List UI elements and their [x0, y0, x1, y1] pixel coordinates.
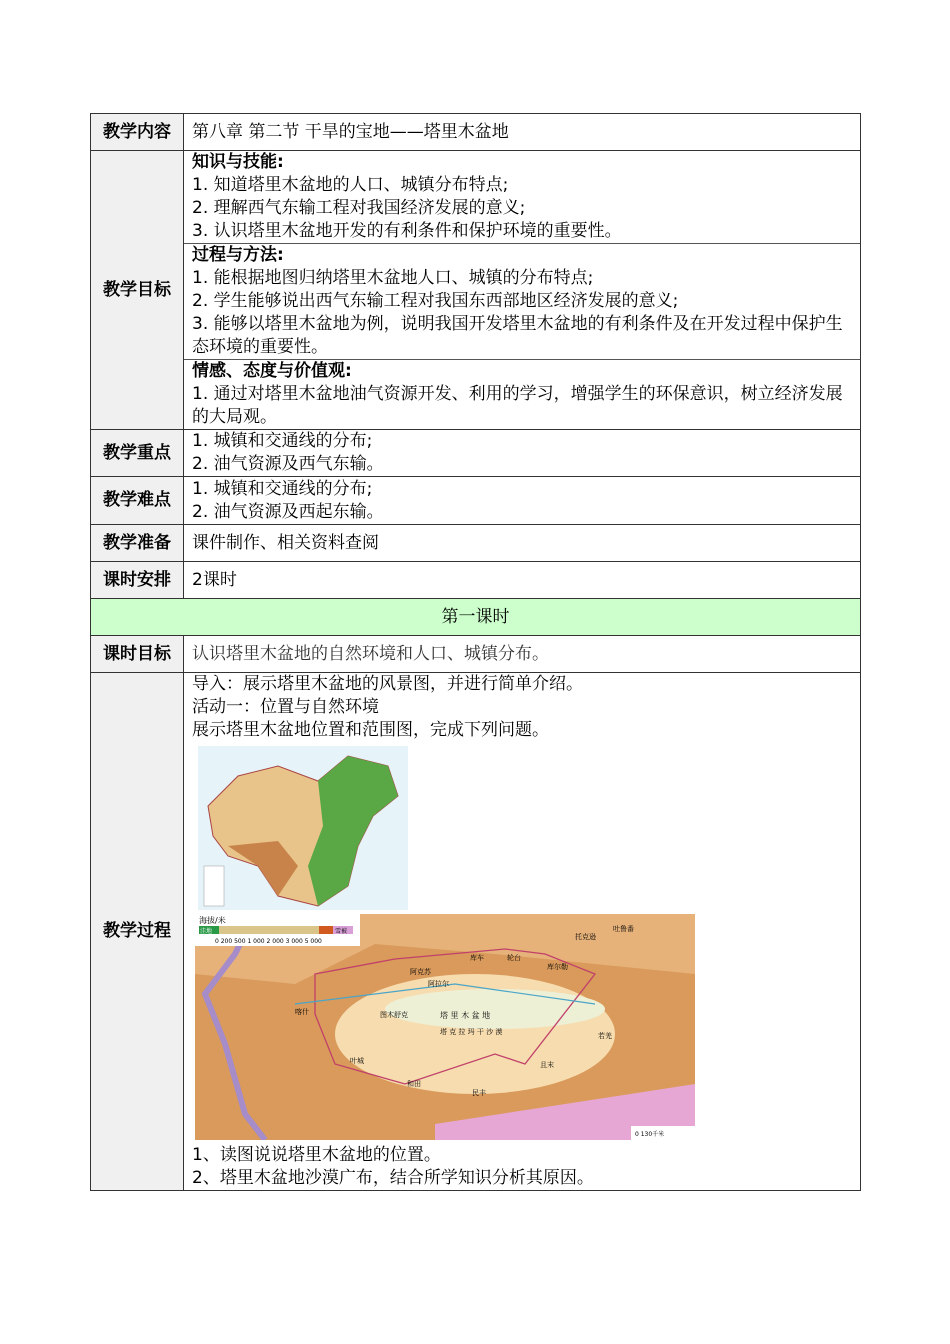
- schedule-value: 2课时: [184, 562, 861, 599]
- emotion-title: 情感、态度与价值观:: [192, 361, 352, 381]
- difficult-item: 2. 油气资源及西起东输。: [192, 501, 384, 522]
- intro-line: 展示塔里木盆地位置和范围图，完成下列问题。: [192, 720, 549, 740]
- lesson-goal-value: 认识塔里木盆地的自然环境和人口、城镇分布。: [184, 636, 861, 673]
- label-lesson-goal: 课时目标: [91, 636, 184, 673]
- china-map-image: [198, 746, 408, 910]
- process-item: 1. 能根据地图归纳塔里木盆地人口、城镇的分布特点;: [192, 268, 594, 288]
- city-label: 阿克苏: [410, 968, 431, 976]
- question: 2、塔里木盆地沙漠广布，结合所学知识分析其原因。: [192, 1168, 594, 1188]
- city-label: 库尔勒: [547, 963, 568, 971]
- knowledge-title: 知识与技能:: [192, 152, 284, 172]
- question: 1、读图说说塔里木盆地的位置。: [192, 1145, 441, 1165]
- city-label: 库车: [470, 954, 484, 962]
- city-label: 和田: [407, 1080, 421, 1088]
- process-item: 2. 学生能够说出西气东输工程对我国东西部地区经济发展的意义;: [192, 291, 679, 311]
- label-process: 教学过程: [91, 673, 184, 1191]
- process-title: 过程与方法:: [192, 245, 284, 265]
- intro-line: 导入：展示塔里木盆地的风景图，并进行简单介绍。: [192, 674, 583, 694]
- knowledge-item: 2. 理解西气东输工程对我国经济发展的意义;: [192, 198, 526, 218]
- lesson-plan-table: [90, 113, 861, 1191]
- emotion-item: 1. 通过对塔里木盆地油气资源开发、利用的学习，增强学生的环保意识，树立经济发展的大局观。: [192, 384, 843, 427]
- key-item: 1. 城镇和交通线的分布;: [192, 431, 373, 451]
- label-difficult: 教学难点: [91, 477, 184, 525]
- city-label: 图木舒克: [380, 1011, 408, 1019]
- prep-value: 课件制作、相关资料查阅: [184, 525, 861, 562]
- label-key: 教学重点: [91, 430, 184, 477]
- city-label: 喀什: [295, 1008, 309, 1016]
- city-label: 叶城: [350, 1057, 364, 1065]
- process-item: 3. 能够以塔里木盆地为例，说明我国开发塔里木盆地的有利条件及在开发过程中保护生态环境的重要性。: [192, 314, 843, 357]
- legend-snow: 雪被: [335, 928, 348, 935]
- goals-process: [184, 244, 860, 360]
- activity-title: 活动一：位置与自然环境: [192, 697, 379, 717]
- city-label: 轮台: [507, 954, 521, 962]
- city-label: 阿拉尔: [428, 980, 449, 988]
- city-label: 民丰: [472, 1089, 486, 1097]
- label-prep: 教学准备: [91, 525, 184, 562]
- city-label: 吐鲁番: [613, 925, 634, 933]
- goals-knowledge: [184, 151, 860, 244]
- content-value: 第八章 第二节 干旱的宝地——塔里木盆地: [184, 114, 861, 151]
- lesson-heading: 第一课时: [91, 599, 861, 636]
- knowledge-item: 1. 知道塔里木盆地的人口、城镇分布特点;: [192, 175, 509, 195]
- city-label: 若羌: [598, 1032, 612, 1040]
- goals-emotion: [184, 360, 860, 429]
- knowledge-item: 3. 认识塔里木盆地开发的有利条件和保护环境的重要性。: [192, 221, 622, 241]
- scale-bar: 0 130千米: [635, 1131, 665, 1138]
- label-schedule: 课时安排: [91, 562, 184, 599]
- basin-label: 塔 里 木 盆 地: [440, 1011, 491, 1020]
- tarim-basin-map-image: [195, 914, 695, 1140]
- desert-label: 塔 克 拉 玛 干 沙 漠: [440, 1028, 503, 1036]
- key-item: 2. 油气资源及西气东输。: [192, 454, 384, 474]
- legend-low: 洼地: [200, 928, 213, 935]
- label-goals: 教学目标: [91, 151, 184, 430]
- difficult-item: 1. 城镇和交通线的分布;: [192, 478, 373, 499]
- legend-title: 海拔/米: [199, 916, 226, 925]
- city-label: 托克逊: [575, 933, 596, 941]
- label-content: 教学内容: [91, 114, 184, 151]
- city-label: 且末: [540, 1061, 554, 1069]
- legend-ticks: 0 200 500 1 000 2 000 3 000 5 000: [215, 938, 322, 945]
